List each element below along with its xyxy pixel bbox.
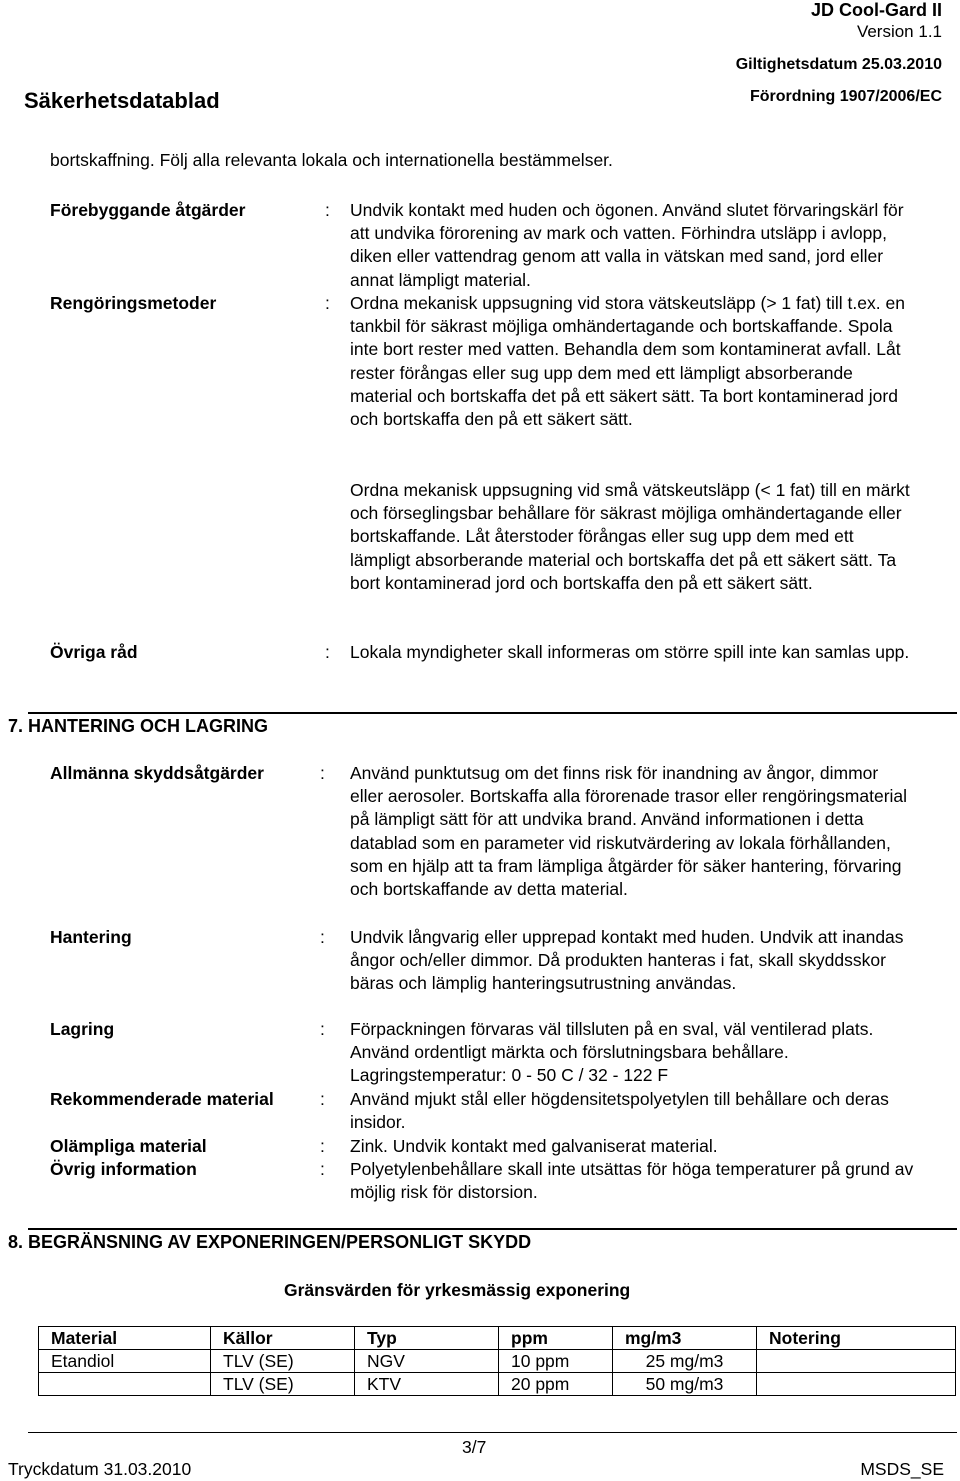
column-header: Källor (211, 1327, 355, 1350)
print-date: Tryckdatum 31.03.2010 (8, 1459, 192, 1479)
colon: : (320, 1159, 325, 1179)
table-cell (39, 1373, 211, 1396)
text-cleaning-methods: Ordna mekanisk uppsugning vid stora vätskeutsläpp (> 1 fat) till t.ex. en tankbil för säkrast möjliga omhändertagande och bortskaffande. Spola inte bort rester med vatten. Behandla dem som kontaminerat avfall. Låt rester förångas eller sug upp dem med ett lämpligt absorberande material och bortskaffa det på ett säkert sätt. Ta bort kontaminerad jord och bortskaffa den på ett säkert sätt. (350, 293, 905, 430)
column-header: Material (39, 1327, 211, 1350)
text-other-advice: Lokala myndigheter skall informeras om större spill inte kan samlas upp. (350, 642, 910, 662)
text-recommended-material: Använd mjukt stål eller högdensitetspolyetylen till behållare och deras insidor. (350, 1089, 889, 1133)
label-cleaning-methods: Rengöringsmetoder (50, 293, 217, 313)
label-preventive-measures: Förebyggande åtgärder (50, 200, 246, 220)
colon: : (320, 1136, 325, 1156)
colon: : (325, 642, 330, 662)
text-general-precautions: Använd punktutsug om det finns risk för inandning av ångor, dimmor eller aerosoler. Bortskaffa alla förorenade trasor eller rengöringsmaterial på lämpligt sätt för att undvika brand. Använd informationen i detta datablad som en parameter vid riskutvärdering av lokala förhållanden, som en hjälp att ta fram lämpliga åtgärder för säker hantering, förvaring och bortskaffande av detta material. (350, 763, 908, 900)
table-cell: Etandiol (39, 1350, 211, 1373)
label-unsuitable-material: Olämpliga material (50, 1136, 207, 1156)
page-number: 3/7 (462, 1437, 487, 1457)
section-7-title: 7. HANTERING OCH LAGRING (8, 716, 269, 736)
colon: : (320, 1019, 325, 1039)
regulation: Förordning 1907/2006/EC (749, 88, 942, 105)
section-divider (28, 1228, 957, 1230)
table-row (39, 1373, 956, 1396)
section-8-title: 8. BEGRÄNSNING AV EXPONERINGEN/PERSONLIGT SKYDD (8, 1232, 532, 1252)
text-storage: Förpackningen förvaras väl tillsluten på en sval, väl ventilerad plats. Använd ordentligt märkta och förslutningsbara behållare. Lagringstemperatur: 0 - 50 C / 32 - 122 F (350, 1019, 874, 1086)
version: Version 1.1 (856, 22, 942, 41)
document-code: MSDS_SE (860, 1459, 944, 1479)
table-cell (757, 1373, 956, 1396)
column-header: Notering (757, 1327, 956, 1350)
table-cell: 20 ppm (499, 1373, 613, 1396)
validity-date: Giltighetsdatum 25.03.2010 (735, 56, 942, 73)
table-cell: NGV (355, 1350, 499, 1373)
document-title: Säkerhetsdatablad (24, 88, 220, 113)
label-other-information: Övrig information (50, 1159, 197, 1179)
label-storage: Lagring (50, 1019, 115, 1039)
exposure-limits-title: Gränsvärden för yrkesmässig exponering (284, 1280, 631, 1300)
label-general-precautions: Allmänna skyddsåtgärder (50, 763, 264, 783)
colon: : (320, 927, 325, 947)
label-handling: Hantering (50, 927, 132, 947)
text-handling: Undvik långvarig eller upprepad kontakt med huden. Undvik att inandas ångor och/eller dimmor. Då produkten hanteras i fat, skall skyddsskor bäras och lämplig hanteringsutrustning användas. (350, 927, 904, 994)
product-name: JD Cool-Gard II (810, 0, 942, 20)
text-other-information: Polyetylenbehållare skall inte utsättas för höga temperaturer på grund av möjlig risk för distorsion. (350, 1159, 914, 1203)
footer-divider (28, 1432, 957, 1433)
label-recommended-material: Rekommenderade material (50, 1089, 274, 1109)
column-header: ppm (499, 1327, 613, 1350)
table-row (39, 1350, 956, 1373)
section-divider (28, 712, 957, 714)
column-header: Typ (355, 1327, 499, 1350)
table-cell: TLV (SE) (211, 1373, 355, 1396)
table-cell: 50 mg/m3 (613, 1373, 757, 1396)
colon: : (325, 200, 330, 220)
column-header: mg/m3 (613, 1327, 757, 1350)
table-cell: TLV (SE) (211, 1350, 355, 1373)
text-unsuitable-material: Zink. Undvik kontakt med galvaniserat material. (350, 1136, 718, 1156)
text-preventive-measures: Undvik kontakt med huden och ögonen. Använd slutet förvaringskärl för att undvika förorening av mark och vatten. Förhindra utsläpp i avlopp, diken eller vattendrag genom att valla in vätskan med sand, jord eller annat lämpligt material. (350, 200, 904, 290)
text-cleaning-small-spills: Ordna mekanisk uppsugning vid små vätskeutsläpp (< 1 fat) till en märkt och förseglingsbar behållare för säkrast möjliga omhändertagande eller bortskaffande. Låt återstoder förångas eller sug upp dem med ett lämpligt absorberande material och bortskaffa det på ett säkert sätt. Ta bort kontaminerad jord och bortskaffa den på ett säkert sätt. (350, 480, 910, 593)
intro-text: bortskaffning. Följ alla relevanta lokala och internationella bestämmelser. (50, 150, 613, 170)
table-cell: KTV (355, 1373, 499, 1396)
exposure-limits-table (38, 1326, 956, 1396)
colon: : (320, 763, 325, 783)
table-cell: 10 ppm (499, 1350, 613, 1373)
colon: : (320, 1089, 325, 1109)
table-cell (757, 1350, 956, 1373)
label-other-advice: Övriga råd (50, 642, 138, 662)
table-header-row (39, 1327, 956, 1350)
table-cell: 25 mg/m3 (613, 1350, 757, 1373)
colon: : (325, 293, 330, 313)
